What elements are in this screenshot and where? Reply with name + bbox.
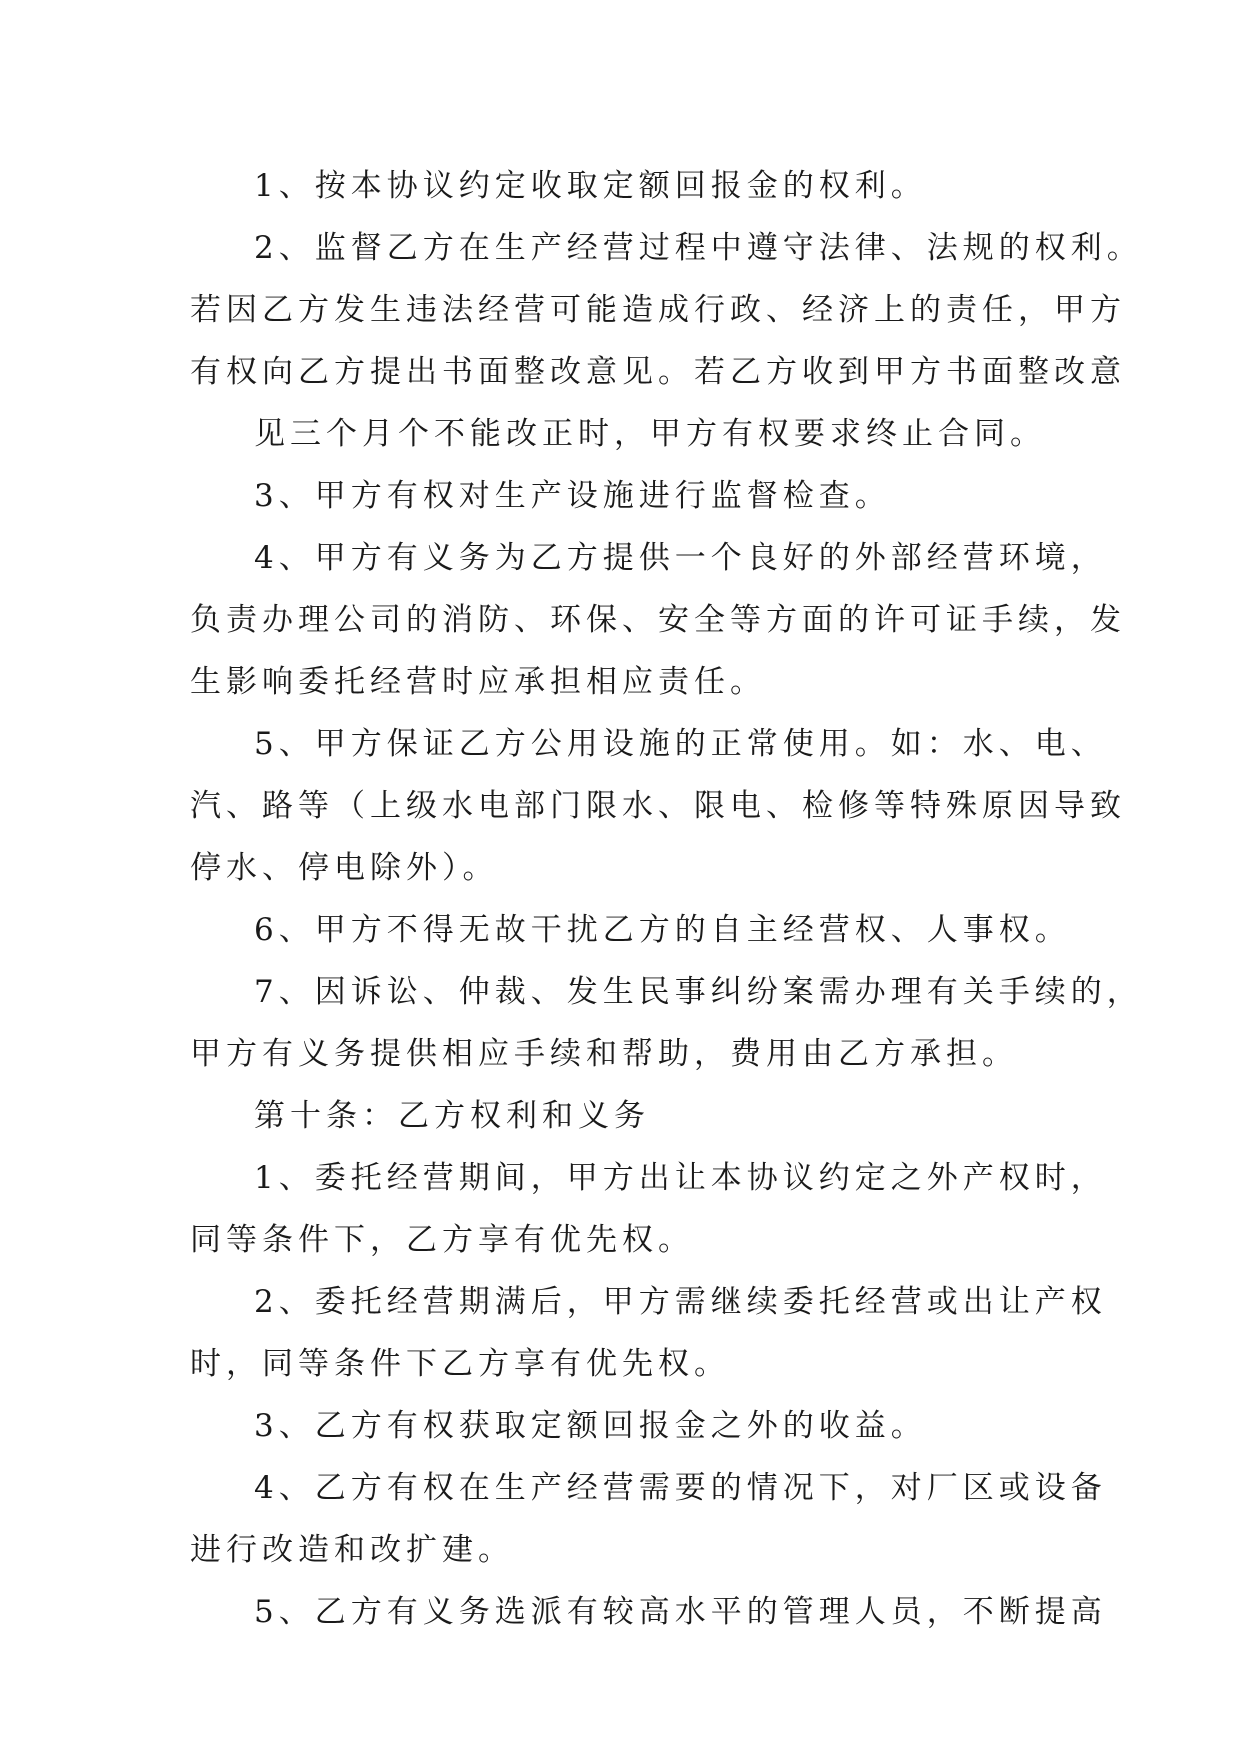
section-heading: 第十条：乙方权利和义务	[254, 1098, 650, 1134]
text-line: 若因乙方发生违法经营可能造成行政、经济上的责任，甲方	[190, 292, 1126, 328]
text-line: 2、委托经营期满后，甲方需继续委托经营或出让产权	[254, 1284, 1107, 1320]
text-line: 6、甲方不得无故干扰乙方的自主经营权、人事权。	[254, 912, 1071, 948]
text-line: 3、甲方有权对生产设施进行监督检查。	[254, 478, 891, 514]
text-line: 有权向乙方提出书面整改意见。若乙方收到甲方书面整改意	[190, 354, 1126, 390]
text-line: 5、乙方有义务选派有较高水平的管理人员，不断提高	[254, 1594, 1107, 1630]
text-line: 时，同等条件下乙方享有优先权。	[190, 1346, 730, 1382]
text-line: 生影响委托经营时应承担相应责任。	[190, 664, 766, 700]
text-line: 1、按本协议约定收取定额回报金的权利。	[254, 168, 927, 204]
text-line: 7、因诉讼、仲裁、发生民事纠纷案需办理有关手续的，	[254, 974, 1143, 1010]
text-line: 停水、停电除外）。	[190, 850, 499, 886]
text-line: 2、监督乙方在生产经营过程中遵守法律、法规的权利。	[254, 230, 1143, 266]
text-line: 负责办理公司的消防、环保、安全等方面的许可证手续，发	[190, 602, 1126, 638]
text-line: 同等条件下，乙方享有优先权。	[190, 1222, 694, 1258]
text-line: 5、甲方保证乙方公用设施的正常使用。如：水、电、	[254, 726, 1107, 762]
text-line: 1、委托经营期间，甲方出让本协议约定之外产权时，	[254, 1160, 1107, 1196]
text-line: 3、乙方有权获取定额回报金之外的收益。	[254, 1408, 927, 1444]
text-line: 见三个月个不能改正时，甲方有权要求终止合同。	[254, 416, 1046, 452]
text-line: 甲方有义务提供相应手续和帮助，费用由乙方承担。	[190, 1036, 1018, 1072]
text-line: 4、甲方有义务为乙方提供一个良好的外部经营环境，	[254, 540, 1107, 576]
text-line: 进行改造和改扩建。	[190, 1532, 514, 1568]
document-body	[190, 155, 1143, 1643]
text-line: 汽、路等（上级水电部门限水、限电、检修等特殊原因导致	[190, 788, 1126, 824]
text-line: 4、乙方有权在生产经营需要的情况下，对厂区或设备	[254, 1470, 1107, 1506]
